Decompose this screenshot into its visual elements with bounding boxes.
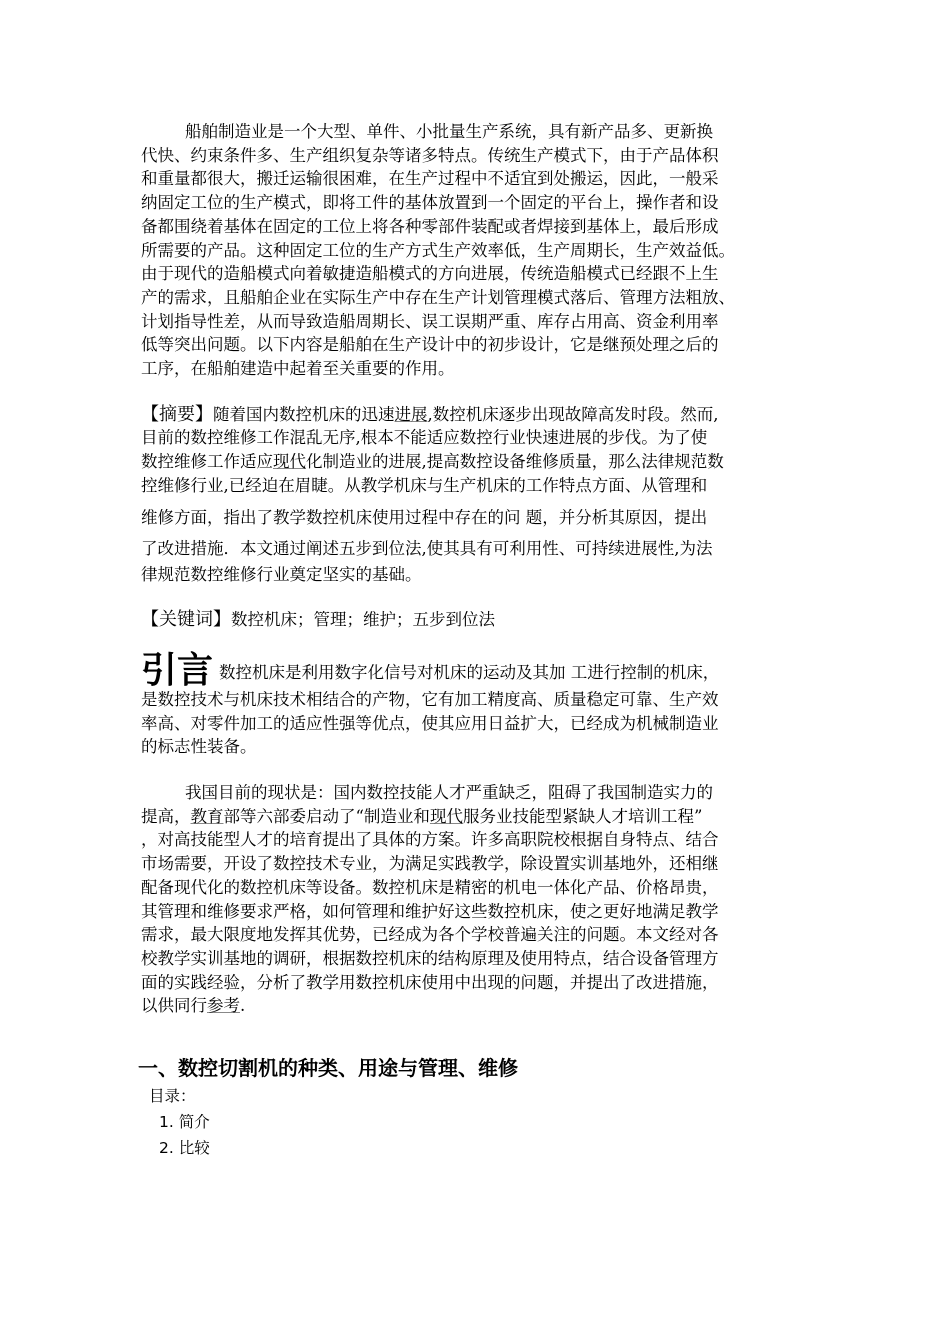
keywords-heading: 【关键词】 — [141, 609, 231, 631]
toc-label: 目录： — [149, 1087, 196, 1106]
preface-paragraph — [141, 648, 821, 759]
status-text: 以供同行 — [141, 996, 207, 1016]
status-text: 需求，最大限度地发挥其优势，已经成为各个学校普遍关注的问题。本文经对各 — [141, 925, 719, 945]
status-text: 配备现代化的数控机床等设备。数控机床是精密的机电一体化产品、价格昂贵， — [141, 877, 719, 897]
abstract-text: 了改进措施．本文通过阐述五步到位法,使其具有可利用性、可持续进展性,为法 — [141, 539, 713, 559]
intro-line: 船舶制造业是一个大型、单件、小批量生产系统，具有新产品多、更新换 — [185, 122, 713, 141]
preface-text: 的标志性装备。 — [141, 737, 257, 757]
abstract-text: 律规范数控维修行业奠定坚实的基础。 — [141, 564, 422, 584]
abstract-link-modern[interactable]: 现代 — [273, 452, 306, 472]
status-link-reference[interactable]: 参考 — [207, 996, 240, 1016]
status-text: 提高， — [141, 806, 191, 826]
keywords-text: 数控机床；管理；维护；五步到位法 — [231, 610, 495, 630]
abstract-heading: 【摘要】 — [141, 403, 213, 425]
preface-text: 是数控技术与机床技术相结合的产物，它有加工精度高、质量稳定可靠、生产效 — [141, 689, 719, 709]
intro-line: 工序，在船舶建造中起着至关重要的作用。 — [141, 359, 455, 379]
status-text: 市场需要，开设了数控技术专业，为满足实践教学，除设置实训基地外，还相继 — [141, 854, 719, 874]
status-paragraph — [141, 781, 821, 805]
abstract-text: 控维修行业,已经迫在眉睫。从教学机床与生产机床的工作特点方面、从管理和 — [141, 475, 708, 495]
intro-line: 所需要的产品。这种固定工位的生产方式生产效率低，生产周期长，生产效益低。 — [141, 240, 735, 260]
abstract-text: 随着国内数控机床的迅速 — [213, 404, 395, 424]
section-title: 一、数控切割机的种类、用途与管理、维修 — [138, 1056, 518, 1081]
abstract-paragraph — [141, 403, 821, 498]
document-body — [138, 120, 821, 1161]
abstract-paragraph-cont — [141, 502, 821, 565]
abstract-text: 维修方面，指出了教学数控机床使用过程中存在的问 题，并分析其原因，提出 — [141, 507, 708, 527]
intro-line: 代快、约束条件多、生产组织复杂等诸多特点。传统生产模式下，由于产品体积 — [141, 145, 719, 165]
status-text: 面的实践经验，分析了教学用数控机床使用中出现的问题，并提出了改进措施， — [141, 972, 719, 992]
status-paragraph-cont — [141, 805, 821, 1018]
status-text: 校教学实训基地的调研，根据数控机床的结构原理及使用特点，结合设备管理方 — [141, 948, 719, 968]
status-text: 部等六部委启动了“制造业和 — [223, 806, 430, 826]
intro-line: 产的需求，且船舶企业在实际生产中存在生产计划管理模式落后、管理方法粗放、 — [141, 287, 735, 307]
toc-item-compare[interactable]: 2. 比较 — [159, 1139, 210, 1158]
status-link-modern[interactable]: 现代 — [429, 806, 463, 826]
abstract-text: 目前的数控维修工作混乱无序,根本不能适应数控行业快速进展的步伐。为了使 — [141, 428, 708, 448]
preface-text: 数控机床是利用数字化信号对机床的运动及其加 工进行控制的机床， — [219, 662, 720, 682]
intro-line: 纳固定工位的生产模式，即将工件的基体放置到一个固定的平台上，操作者和设 — [141, 193, 719, 213]
status-text: 服务业技能型紧缺人才培训工程” — [462, 806, 703, 826]
status-text: . — [240, 996, 246, 1016]
table-of-contents — [141, 1083, 821, 1161]
intro-line: 备都围绕着基体在固定的工位上将各种零部件装配或者焊接到基体上，最后形成 — [141, 216, 719, 236]
intro-line: 低等突出问题。以下内容是船舶在生产设计中的初步设计，它是继预处理之后的 — [141, 335, 719, 355]
status-text: 其管理和维修要求严格，如何管理和维护好这些数控机床，使之更好地满足教学 — [141, 901, 719, 921]
status-text: ，对高技能型人才的培育提出了具体的方案。许多高职院校根据自身特点、结合 — [141, 830, 719, 850]
intro-paragraph — [141, 120, 821, 381]
abstract-link-progress[interactable]: 进展 — [394, 404, 428, 424]
preface-text: 率高、对零件加工的适应性强等优点，使其应用日益扩大，已经成为机械制造业 — [141, 713, 719, 733]
abstract-text: 数控维修工作适应 — [141, 452, 273, 472]
preface-heading: 引言 — [141, 648, 214, 691]
status-text: 我国目前的现状是：国内数控技能人才严重缺乏，阻碍了我国制造实力的 — [185, 783, 713, 803]
intro-line: 由于现代的造船模式向着敏捷造船模式的方向进展，传统造船模式已经跟不上生 — [141, 264, 719, 284]
keywords-line — [141, 608, 821, 632]
intro-line: 和重量都很大，搬迁运输很困难，在生产过程中不适宜到处搬运，因此，一般采 — [141, 169, 719, 189]
toc-item-intro[interactable]: 1. 简介 — [159, 1113, 210, 1132]
abstract-text: ,数控机床逐步出现故障高发时段。然而, — [427, 404, 719, 424]
intro-line: 计划指导性差，从而导致造船周期长、误工误期严重、库存占用高、资金利用率 — [141, 311, 719, 331]
abstract-text: 化制造业的进展,提高数控设备维修质量，那么法律规范数 — [306, 452, 724, 472]
abstract-paragraph-end — [141, 563, 821, 587]
status-link-education[interactable]: 教育 — [190, 806, 224, 826]
